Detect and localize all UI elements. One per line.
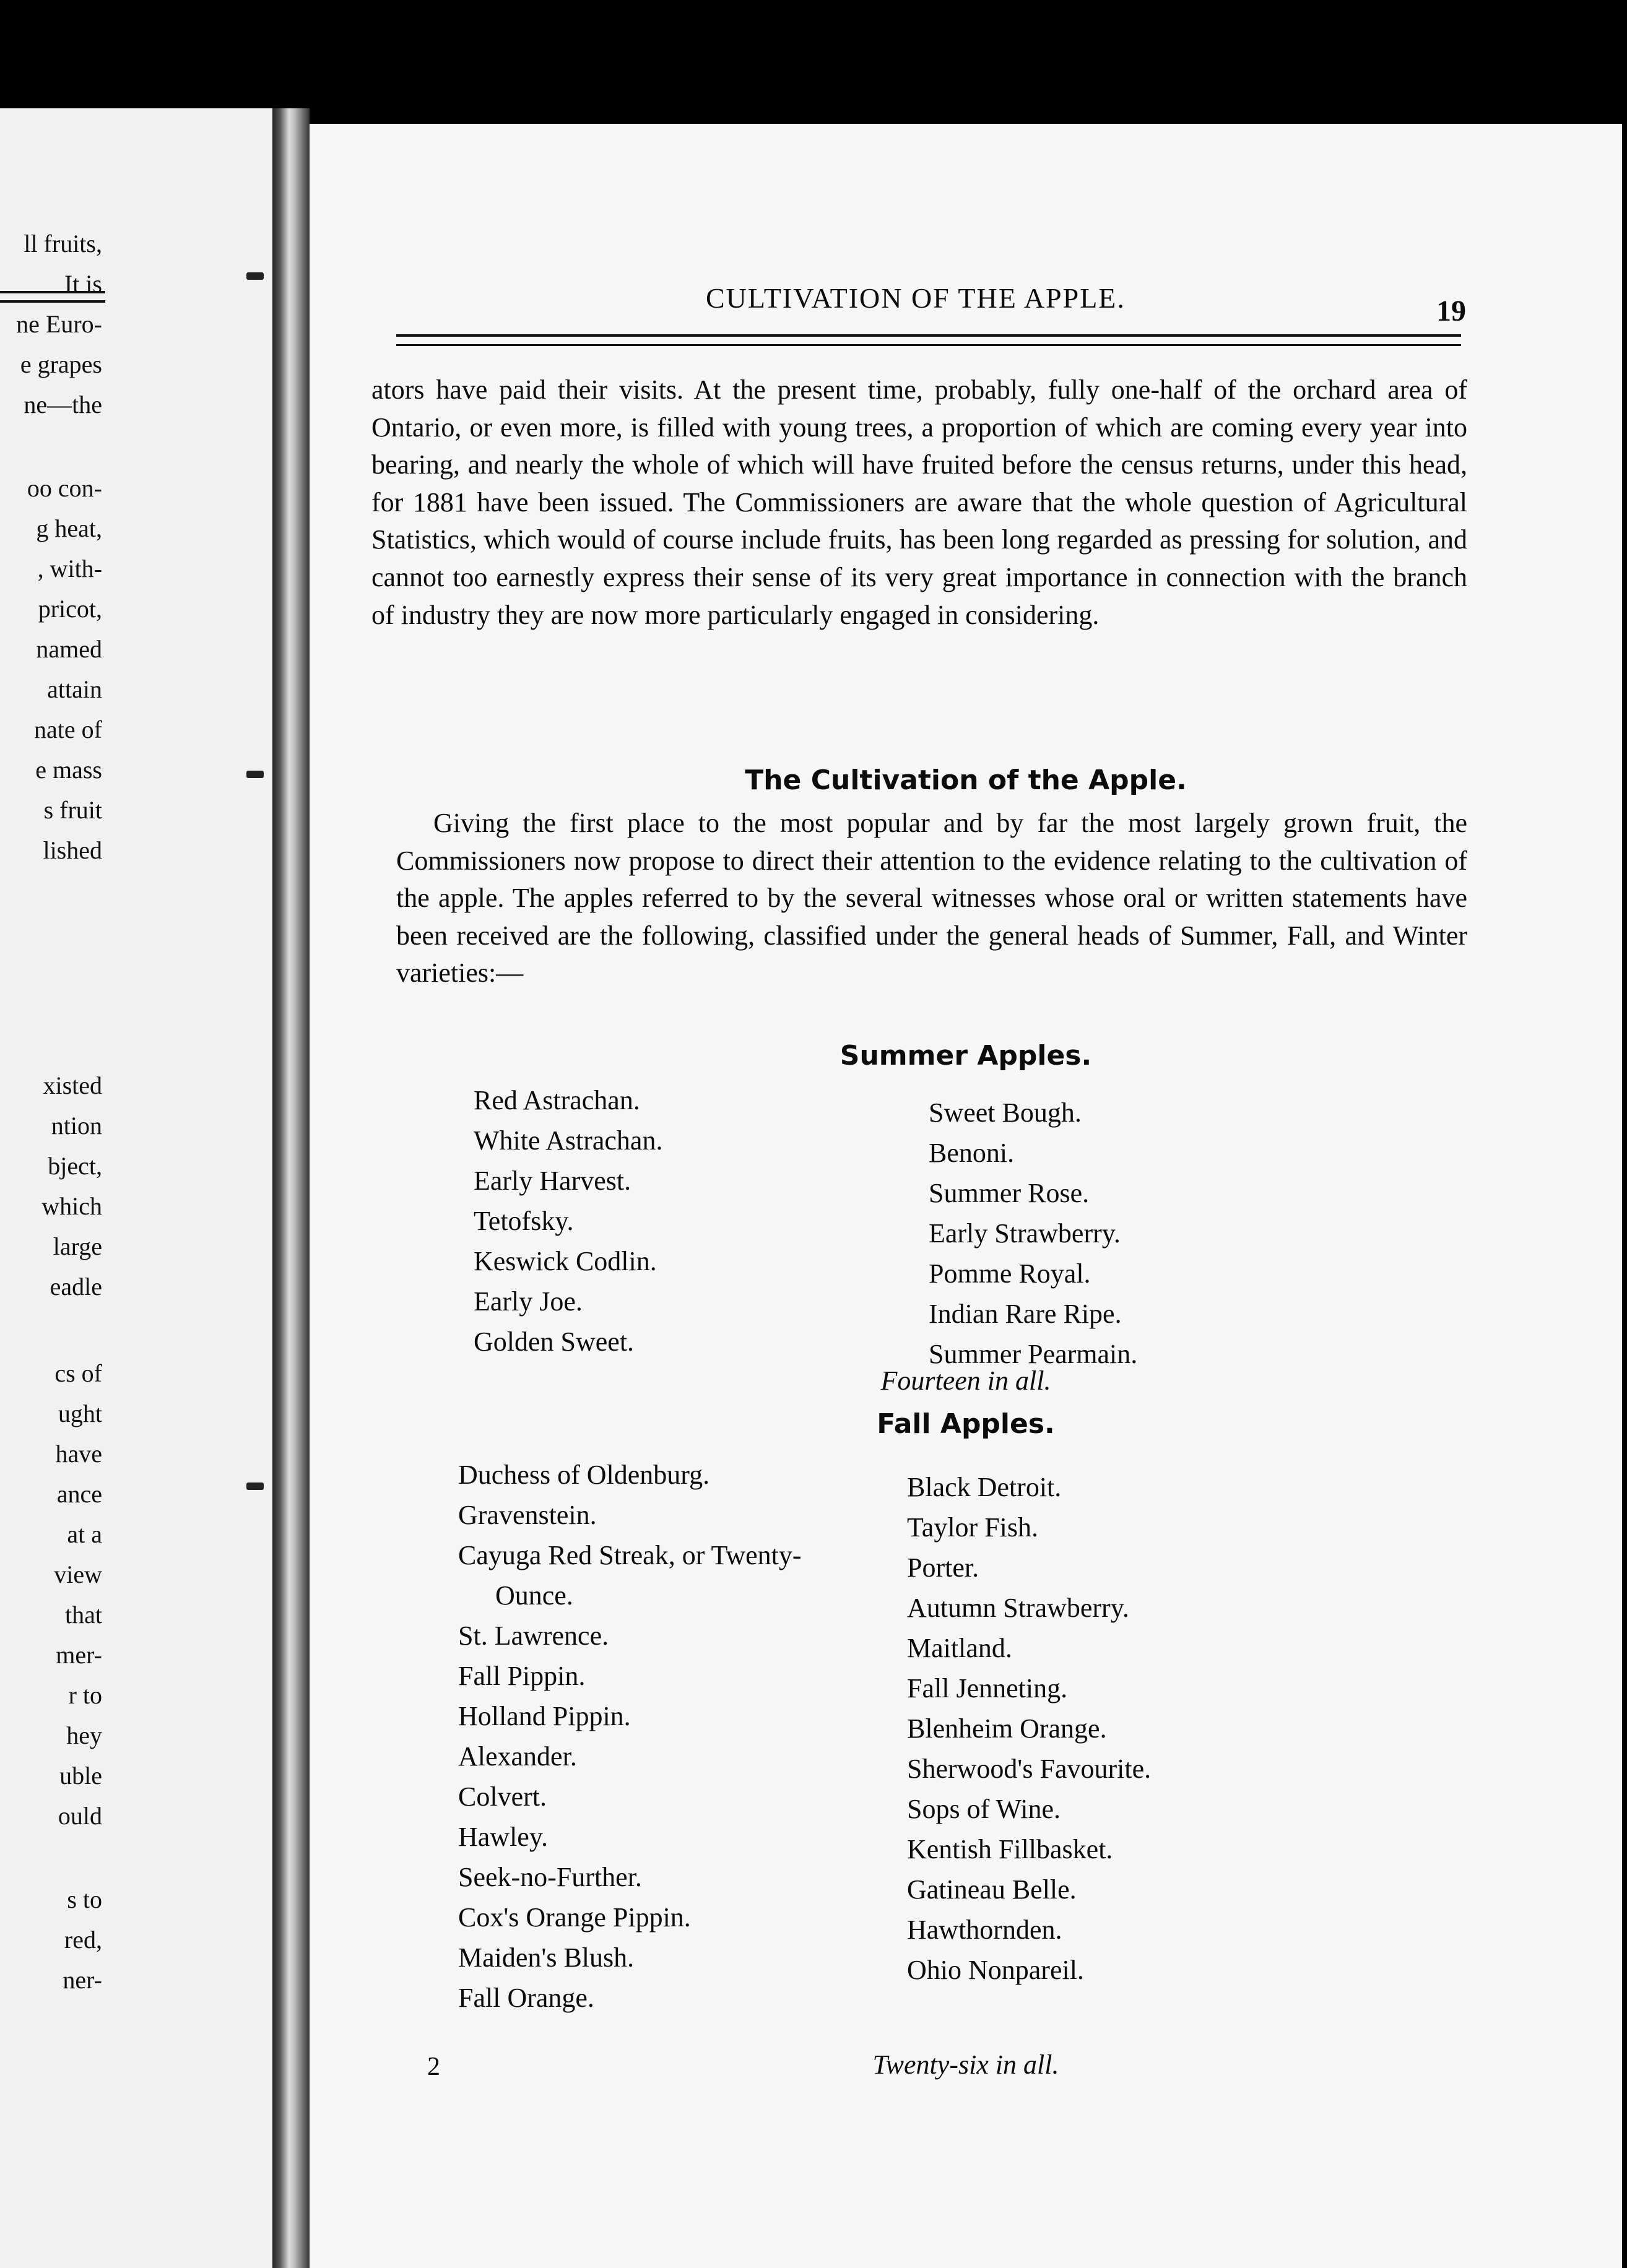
apple-variety: Benoni.: [929, 1138, 1015, 1168]
apple-variety: Sherwood's Favourite.: [907, 1754, 1152, 1784]
fall-apples-right-column: [907, 1467, 1151, 1990]
apple-variety: Holland Pippin.: [458, 1701, 631, 1731]
apple-variety: Summer Pearmain.: [929, 1339, 1138, 1369]
left-page-fragment: g heat,: [36, 514, 102, 542]
left-page-fragment: at a: [67, 1520, 102, 1548]
left-page-fragment: It is: [64, 270, 102, 298]
left-page-rule: [0, 300, 105, 303]
apple-variety: Early Strawberry.: [929, 1218, 1121, 1249]
left-page-fragment: ne—the: [24, 391, 102, 418]
summer-apples-left-column: [474, 1080, 662, 1362]
left-facing-page: [0, 108, 276, 2268]
apple-variety: Maiden's Blush.: [458, 1942, 635, 1973]
left-page-fragment: ll fruits,: [24, 230, 102, 258]
left-page-fragment: pricot,: [38, 595, 102, 623]
left-page-fragment: eadle: [50, 1273, 102, 1301]
left-page-fragment: ould: [58, 1802, 102, 1830]
running-head: [310, 282, 1622, 331]
apple-variety: Fall Orange.: [458, 1983, 594, 2013]
left-page-fragment: oo con-: [27, 474, 102, 502]
apple-variety: Alexander.: [458, 1741, 577, 1772]
summer-apples-total: Fourteen in all.: [880, 1366, 1051, 1396]
apple-variety: Colvert.: [458, 1781, 547, 1812]
left-page-fragment: large: [53, 1232, 102, 1260]
apple-variety: Taylor Fish.: [907, 1512, 1039, 1543]
signature-mark: 2: [427, 2053, 440, 2081]
apple-variety: Seek-no-Further.: [458, 1862, 642, 1892]
apple-variety: Keswick Codlin.: [474, 1246, 657, 1276]
header-rule: [396, 334, 1461, 346]
apple-variety: Autumn Strawberry.: [907, 1593, 1129, 1623]
apple-variety: Ounce.: [495, 1580, 573, 1611]
apple-variety: Kentish Fillbasket.: [907, 1834, 1113, 1864]
left-page-fragment: xisted: [43, 1071, 102, 1099]
apple-variety: Porter.: [907, 1552, 979, 1583]
apple-variety: Gravenstein.: [458, 1500, 597, 1530]
binding-staple: [246, 1482, 264, 1490]
apple-variety: Blenheim Orange.: [907, 1713, 1107, 1744]
apple-variety: Cayuga Red Streak, or Twenty-: [458, 1540, 802, 1570]
left-page-fragment: view: [54, 1560, 102, 1588]
left-page-fragment: attain: [47, 675, 102, 703]
left-page-fragment: ne Euro-: [16, 310, 102, 338]
left-page-fragment: ner-: [63, 1966, 102, 1994]
section-intro-text: Giving the first place to the most popular and by far the most largely grown fruit, the Commissioners now propose to direct their attention to the evidence relating to the cultivation of the apple. The apples referred to by the several witnesses whose oral or written statements have been received are the following, classified under the general heads of Summer, Fall, and Winter varieties:—: [396, 808, 1467, 989]
left-page-fragment: that: [65, 1601, 102, 1629]
page-number: 19: [1436, 295, 1466, 327]
apple-variety: Red Astrachan.: [474, 1085, 640, 1115]
apple-variety: Early Harvest.: [474, 1166, 631, 1196]
left-page-fragment: ught: [58, 1400, 102, 1427]
binding-staple: [246, 771, 264, 778]
apple-variety: Tetofsky.: [474, 1206, 574, 1236]
apple-variety: Fall Jenneting.: [907, 1673, 1068, 1703]
running-title: CULTIVATION OF THE APPLE.: [706, 282, 1126, 314]
left-page-fragment: s to: [67, 1885, 102, 1913]
fall-apples-total: Twenty-six in all.: [872, 2049, 1059, 2080]
left-page-fragment: which: [41, 1192, 102, 1220]
book-gutter: [272, 108, 310, 2268]
apple-variety: Fall Pippin.: [458, 1661, 586, 1691]
apple-variety: Hawthornden.: [907, 1915, 1062, 1945]
left-page-fragment: , with-: [37, 555, 102, 582]
apple-variety: Golden Sweet.: [474, 1327, 635, 1357]
left-page-fragment: red,: [64, 1926, 102, 1954]
opening-paragraph: ators have paid their visits. At the present time, probably, fully one-half of the orchard area of Ontario, or even more, is filled with young trees, a proportion of which are coming every year into bearing, and nearly the whole of which will have fruited before the census returns, under this head, for 1881 have been issued. The Commissioners are aware that the whole question of Agricultural Statistics, which would of course include fruits, has been long regarded as pressing for solution, and cannot too earnestly express their sense of its very great importance in connection with the branch of industry they are now more particularly engaged in considering.: [371, 374, 1467, 630]
apple-variety: Sweet Bough.: [929, 1097, 1082, 1128]
book-page-19: [310, 124, 1622, 2268]
binding-staple: [246, 272, 264, 280]
left-page-fragment: bject,: [48, 1152, 102, 1180]
apple-variety: Maitland.: [907, 1633, 1012, 1663]
left-page-fragment: lished: [43, 836, 102, 864]
left-page-fragment: e mass: [35, 756, 102, 784]
apple-variety: Indian Rare Ripe.: [929, 1299, 1122, 1329]
left-page-fragment: r to: [68, 1681, 102, 1709]
apple-variety: Ohio Nonpareil.: [907, 1955, 1084, 1985]
section-heading: The Cultivation of the Apple.: [745, 764, 1187, 796]
left-page-fragment: named: [36, 635, 102, 663]
left-page-fragment: hey: [66, 1721, 102, 1749]
apple-variety: Sops of Wine.: [907, 1794, 1061, 1824]
apple-variety: Gatineau Belle.: [907, 1874, 1077, 1905]
apple-variety: White Astrachan.: [474, 1125, 663, 1156]
left-page-fragment: uble: [59, 1762, 102, 1790]
apple-variety: Duchess of Oldenburg.: [458, 1460, 710, 1490]
left-page-fragment: mer-: [56, 1641, 102, 1669]
apple-variety: Cox's Orange Pippin.: [458, 1902, 691, 1933]
summer-apples-right-column: [929, 1093, 1137, 1374]
apple-variety: Early Joe.: [474, 1286, 583, 1317]
section-intro-paragraph: [396, 805, 1467, 992]
apple-variety: Pomme Royal.: [929, 1258, 1091, 1289]
left-page-fragment: ntion: [51, 1112, 102, 1140]
apple-variety: Hawley.: [458, 1822, 548, 1852]
left-page-fragment: nate of: [34, 716, 102, 743]
apple-variety: St. Lawrence.: [458, 1621, 609, 1651]
fall-apples-heading: Fall Apples.: [877, 1408, 1055, 1440]
apple-variety: Summer Rose.: [929, 1178, 1090, 1208]
left-page-fragment: cs of: [54, 1359, 102, 1387]
left-page-fragment: ance: [56, 1480, 102, 1508]
left-page-fragment: s fruit: [43, 796, 102, 824]
fall-apples-left-column: [458, 1455, 802, 2018]
summer-apples-heading: Summer Apples.: [840, 1040, 1092, 1071]
left-page-fragment: have: [55, 1440, 102, 1468]
apple-variety: Black Detroit.: [907, 1472, 1062, 1502]
left-page-fragment: e grapes: [20, 350, 102, 378]
